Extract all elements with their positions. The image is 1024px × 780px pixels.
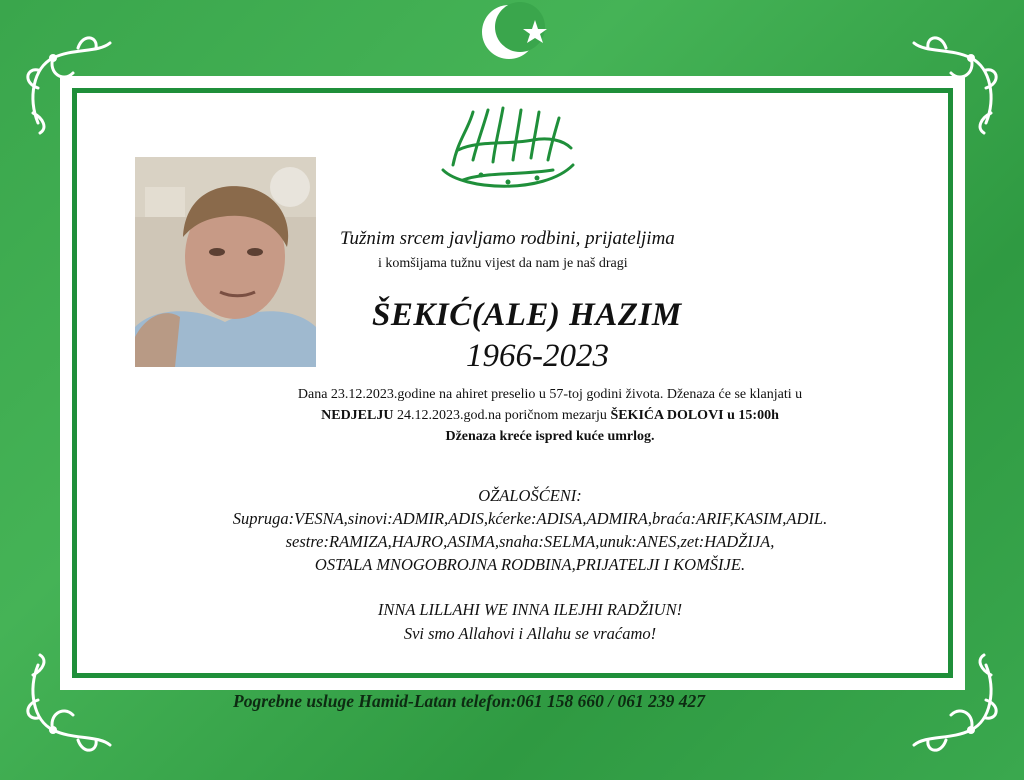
closing-line-2: Svi smo Allahovi i Allahu se vraćamo! bbox=[403, 624, 657, 643]
deceased-name: ŠEKIĆ(ALE) HAZIM bbox=[372, 297, 682, 333]
funeral-details bbox=[230, 384, 870, 447]
mourners-line-1: Supruga:VESNA,sinovi:ADMIR,ADIS,kćerke:ADISA,ADMIRA,braća:ARIF,KASIM,ADIL. bbox=[232, 509, 828, 528]
mourners-line-3: OSTALA MNOGOBROJNA RODBINA,PRIJATELJI I KOMŠIJE. bbox=[314, 555, 746, 574]
funeral-services-footer: Pogrebne usluge Hamid-Latan telefon:061 158 660 / 061 239 427 bbox=[233, 691, 706, 711]
deceased-years: 1966-2023 bbox=[466, 338, 609, 374]
intro-line-2: i komšijama tužnu vijest da nam je naš dragi bbox=[378, 256, 628, 271]
intro-line-1: Tužnim srcem javljamo rodbini, prijateljima bbox=[340, 228, 675, 249]
details-line-2 bbox=[230, 405, 870, 426]
mourners-line-2: sestre:RAMIZA,HAJRO,ASIMA,snaha:SELMA,unuk:ANES,zet:HADŽIJA, bbox=[285, 532, 775, 551]
closing-line-1: INNA LILLAHI WE INNA ILEJHI RADŽIUN! bbox=[377, 600, 683, 619]
portrait-photo bbox=[135, 157, 316, 367]
crescent-star-icon bbox=[475, 0, 555, 70]
funeral-date-place: 24.12.2023.god.na poričnom mezarju bbox=[393, 408, 611, 423]
bismillah-calligraphy-icon bbox=[433, 100, 583, 200]
details-line-3 bbox=[230, 426, 870, 447]
procession-start: Dženaza kreće ispred kuće umrlog. bbox=[445, 429, 655, 444]
closing-prayer bbox=[250, 598, 810, 646]
funeral-day: NEDJELJU bbox=[321, 408, 394, 423]
mourners-heading: OŽALOŠĆENI: bbox=[478, 486, 582, 505]
details-line-1: Dana 23.12.2023.godine na ahiret preselio u 57-toj godini života. Dženaza će se klanjati u bbox=[297, 387, 803, 402]
mourners-section bbox=[150, 484, 910, 576]
funeral-location-time: ŠEKIĆA DOLOVI u 15:00h bbox=[610, 408, 779, 423]
